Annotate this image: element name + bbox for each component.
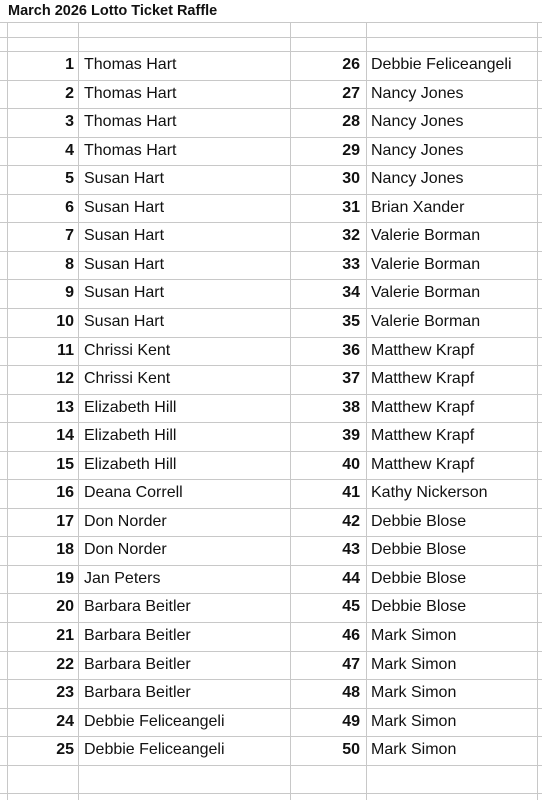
table-row xyxy=(0,337,542,366)
ticket-number[interactable]: 41 xyxy=(342,484,360,502)
ticket-number[interactable]: 40 xyxy=(342,455,360,473)
ticket-holder-name[interactable]: Matthew Krapf xyxy=(371,341,475,359)
ticket-holder-name[interactable]: Barbara Beitler xyxy=(84,684,191,702)
row-divider xyxy=(0,765,542,766)
ticket-number[interactable]: 33 xyxy=(342,255,360,273)
ticket-holder-name[interactable]: Thomas Hart xyxy=(84,141,177,159)
ticket-number[interactable]: 26 xyxy=(342,56,360,73)
table-row xyxy=(0,194,542,223)
ticket-holder-name[interactable]: Elizabeth Hill xyxy=(84,427,177,445)
ticket-number[interactable]: 43 xyxy=(342,541,360,559)
ticket-holder-name[interactable]: Chrissi Kent xyxy=(84,370,171,388)
ticket-number[interactable]: 17 xyxy=(56,512,74,530)
table-row xyxy=(0,736,542,765)
ticket-number[interactable]: 37 xyxy=(342,370,360,388)
ticket-holder-name[interactable]: Deana Correll xyxy=(84,484,183,502)
ticket-holder-name[interactable]: Barbara Beitler xyxy=(84,598,191,616)
table-row xyxy=(0,451,542,480)
ticket-number[interactable]: 2 xyxy=(65,84,74,102)
ticket-number[interactable]: 35 xyxy=(342,312,360,330)
ticket-number[interactable]: 47 xyxy=(342,655,360,673)
table-row xyxy=(0,308,542,337)
ticket-holder-name[interactable]: Thomas Hart xyxy=(84,56,177,73)
ticket-holder-name[interactable]: Mark Simon xyxy=(371,741,457,759)
ticket-holder-name[interactable]: Nancy Jones xyxy=(371,170,464,188)
ticket-number[interactable]: 46 xyxy=(342,627,360,644)
ticket-holder-name[interactable]: Susan Hart xyxy=(84,227,165,245)
ticket-number[interactable]: 13 xyxy=(56,398,74,416)
table-row xyxy=(0,165,542,194)
table-row xyxy=(0,251,542,280)
ticket-holder-name[interactable]: Mark Simon xyxy=(371,712,457,730)
ticket-number[interactable]: 30 xyxy=(342,170,360,188)
ticket-number[interactable]: 10 xyxy=(56,312,74,330)
ticket-number[interactable]: 44 xyxy=(342,569,360,587)
ticket-holder-name[interactable]: Debbie Feliceangeli xyxy=(84,741,225,759)
ticket-holder-name[interactable]: Nancy Jones xyxy=(371,113,464,131)
ticket-number[interactable]: 50 xyxy=(342,741,360,759)
ticket-number[interactable]: 31 xyxy=(342,198,360,216)
table-row xyxy=(0,679,542,708)
ticket-number[interactable]: 36 xyxy=(342,341,360,359)
ticket-number[interactable]: 39 xyxy=(342,427,360,445)
ticket-number[interactable]: 22 xyxy=(56,655,74,673)
ticket-holder-name[interactable]: Don Norder xyxy=(84,512,167,530)
table-row xyxy=(0,651,542,680)
ticket-holder-name[interactable]: Mark Simon xyxy=(371,684,457,702)
table-row xyxy=(0,222,542,251)
ticket-number[interactable]: 32 xyxy=(342,227,360,245)
ticket-holder-name[interactable]: Barbara Beitler xyxy=(84,627,191,644)
ticket-holder-name[interactable]: Susan Hart xyxy=(84,170,165,188)
table-row xyxy=(0,708,542,737)
ticket-number[interactable]: 48 xyxy=(342,684,360,702)
ticket-number[interactable]: 3 xyxy=(65,113,74,131)
table-row xyxy=(0,279,542,308)
ticket-number[interactable]: 20 xyxy=(56,598,74,616)
table-row xyxy=(0,394,542,423)
ticket-holder-name[interactable]: Thomas Hart xyxy=(84,113,177,131)
ticket-holder-name[interactable]: Susan Hart xyxy=(84,312,165,330)
ticket-holder-name[interactable]: Debbie Blose xyxy=(371,512,467,530)
table-row xyxy=(0,108,542,137)
ticket-number[interactable]: 23 xyxy=(56,684,74,702)
ticket-holder-name[interactable]: Valerie Borman xyxy=(371,284,481,302)
table-row xyxy=(0,622,542,651)
ticket-holder-name[interactable]: Brian Xander xyxy=(371,198,465,216)
sheet-title: March 2026 Lotto Ticket Raffle xyxy=(8,3,218,19)
ticket-number[interactable]: 16 xyxy=(56,484,74,502)
ticket-number[interactable]: 9 xyxy=(65,284,74,302)
table-row xyxy=(0,479,542,508)
ticket-number[interactable]: 1 xyxy=(65,56,74,73)
ticket-holder-name[interactable]: Elizabeth Hill xyxy=(84,398,177,416)
ticket-number[interactable]: 45 xyxy=(342,598,360,616)
ticket-holder-name[interactable]: Valerie Borman xyxy=(371,255,481,273)
table-row xyxy=(0,80,542,109)
ticket-number[interactable]: 29 xyxy=(342,141,360,159)
row-divider xyxy=(0,793,542,794)
ticket-number[interactable]: 42 xyxy=(342,512,360,530)
ticket-number[interactable]: 24 xyxy=(56,712,74,730)
row-divider xyxy=(0,37,542,38)
ticket-number[interactable]: 49 xyxy=(342,712,360,730)
table-row xyxy=(0,137,542,166)
table-row xyxy=(0,593,542,622)
ticket-number[interactable]: 27 xyxy=(342,84,360,102)
ticket-holder-name[interactable]: Don Norder xyxy=(84,541,167,559)
table-row xyxy=(0,565,542,594)
ticket-holder-name[interactable]: Susan Hart xyxy=(84,198,165,216)
ticket-holder-name[interactable]: Debbie Blose xyxy=(371,541,467,559)
ticket-number[interactable]: 12 xyxy=(56,370,74,388)
ticket-number[interactable]: 28 xyxy=(342,113,360,131)
ticket-number[interactable]: 25 xyxy=(56,741,74,759)
ticket-number[interactable]: 21 xyxy=(56,627,74,644)
ticket-number[interactable]: 5 xyxy=(65,170,74,188)
ticket-holder-name[interactable]: Kathy Nickerson xyxy=(371,484,488,502)
ticket-number[interactable]: 38 xyxy=(342,398,360,416)
ticket-holder-name[interactable]: Nancy Jones xyxy=(371,141,464,159)
table-row xyxy=(0,508,542,537)
ticket-number[interactable]: 11 xyxy=(57,341,74,359)
ticket-number[interactable]: 34 xyxy=(342,284,360,302)
ticket-number[interactable]: 6 xyxy=(65,198,74,216)
ticket-number[interactable]: 4 xyxy=(65,141,74,159)
ticket-holder-name[interactable]: Debbie Feliceangeli xyxy=(84,712,225,730)
row-divider xyxy=(0,22,542,23)
ticket-holder-name[interactable]: Valerie Borman xyxy=(371,312,481,330)
ticket-holder-name[interactable]: Mark Simon xyxy=(371,627,457,644)
ticket-number[interactable]: 19 xyxy=(56,569,74,587)
ticket-holder-name[interactable]: Matthew Krapf xyxy=(371,398,475,416)
ticket-holder-name[interactable]: Jan Peters xyxy=(84,569,161,587)
ticket-holder-name[interactable]: Thomas Hart xyxy=(84,84,177,102)
table-row xyxy=(0,536,542,565)
ticket-holder-name[interactable]: Susan Hart xyxy=(84,284,165,302)
ticket-number[interactable]: 14 xyxy=(56,427,74,445)
ticket-holder-name[interactable]: Debbie Blose xyxy=(371,569,467,587)
ticket-holder-name[interactable]: Elizabeth Hill xyxy=(84,455,177,473)
ticket-holder-name[interactable]: Chrissi Kent xyxy=(84,341,171,359)
table-row xyxy=(0,51,542,80)
table-row xyxy=(0,422,542,451)
ticket-number[interactable]: 18 xyxy=(56,541,74,559)
ticket-holder-name[interactable]: Susan Hart xyxy=(84,255,165,273)
ticket-holder-name[interactable]: Debbie Feliceangeli xyxy=(371,56,512,73)
ticket-holder-name[interactable]: Debbie Blose xyxy=(371,598,467,616)
ticket-holder-name[interactable]: Nancy Jones xyxy=(371,84,464,102)
ticket-holder-name[interactable]: Matthew Krapf xyxy=(371,455,475,473)
ticket-holder-name[interactable]: Barbara Beitler xyxy=(84,655,191,673)
ticket-number[interactable]: 7 xyxy=(65,227,74,245)
ticket-number[interactable]: 8 xyxy=(65,255,74,273)
ticket-holder-name[interactable]: Matthew Krapf xyxy=(371,370,475,388)
ticket-holder-name[interactable]: Valerie Borman xyxy=(371,227,481,245)
table-row xyxy=(0,365,542,394)
ticket-number[interactable]: 15 xyxy=(56,455,74,473)
ticket-holder-name[interactable]: Matthew Krapf xyxy=(371,427,475,445)
ticket-holder-name[interactable]: Mark Simon xyxy=(371,655,457,673)
